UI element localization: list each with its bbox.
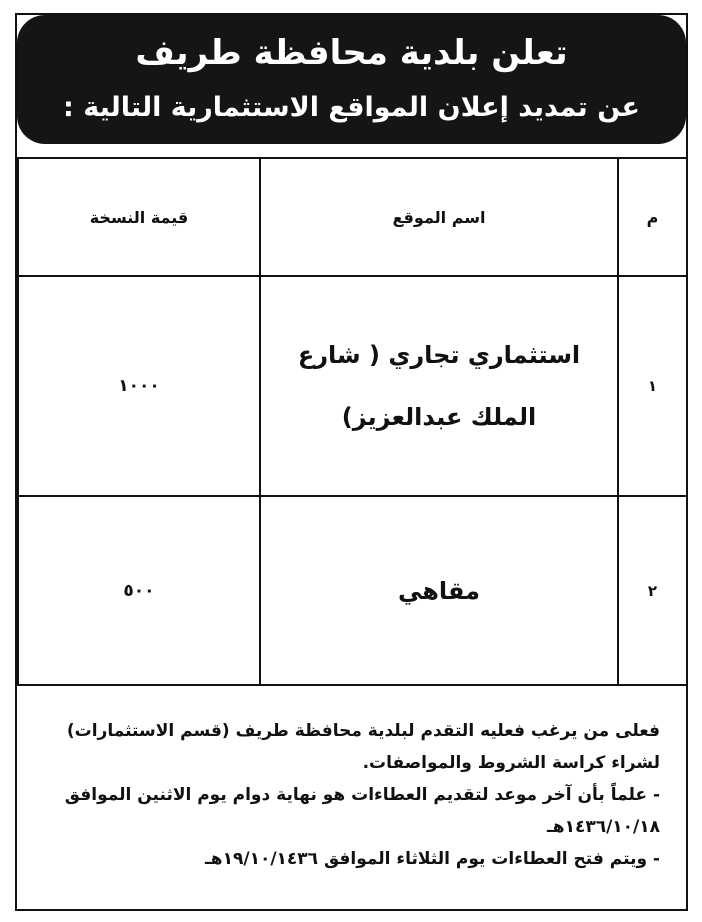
copy-price: ٥٠٠: [18, 496, 260, 685]
copy-price: ١٠٠٠: [18, 276, 260, 496]
column-header-site-name: اسم الموقع: [260, 158, 618, 276]
sites-table: [17, 157, 688, 686]
advertisement-frame: [15, 13, 688, 911]
column-header-copy-price: قيمة النسخة: [18, 158, 260, 276]
column-header-number: م: [618, 158, 687, 276]
notes-section: [41, 715, 660, 875]
row-number: ٢: [618, 496, 687, 685]
site-name: مقاهي: [260, 496, 618, 685]
ad-title: تعلن بلدية محافظة طريف: [135, 33, 568, 73]
site-name: استثماري تجاري ( شارع الملك عبدالعزيز): [260, 276, 618, 496]
table-header-row: [18, 158, 687, 276]
notes-apply-instruction: فعلى من يرغب فعليه التقدم لبلدية محافظة طريف (قسم الاستثمارات) لشراء كراسة الشروط والمواصفات.: [66, 721, 660, 773]
header-banner: [17, 15, 686, 144]
table-row: [18, 276, 687, 496]
notes-deadline: - علماً بأن آخر موعد لتقديم العطاءات هو نهاية دوام يوم الاثنين الموافق ١٤٣٦/١٠/١٨هـ: [64, 785, 660, 837]
row-number: ١: [618, 276, 687, 496]
ad-subtitle: عن تمديد إعلان المواقع الاستثمارية التالية :: [63, 92, 640, 123]
notes-opening-date: - ويتم فتح العطاءات يوم الثلاثاء الموافق ١٩/١٠/١٤٣٦هـ: [205, 849, 660, 869]
table-row: [18, 496, 687, 685]
